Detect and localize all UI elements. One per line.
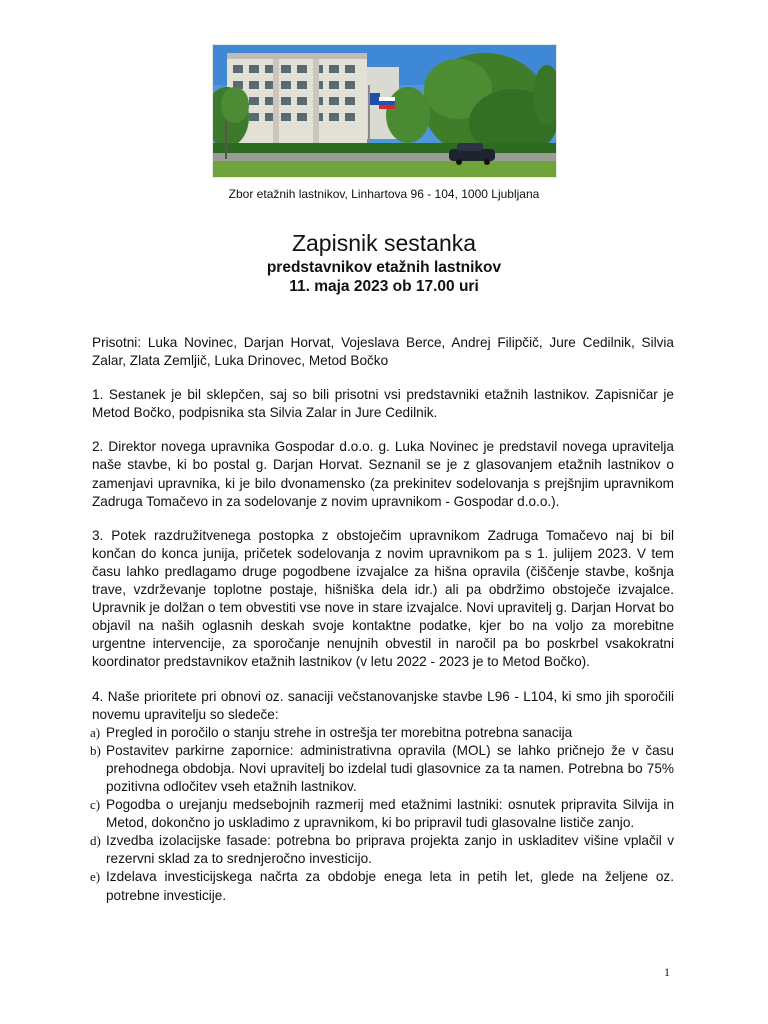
list-marker: a) [90, 724, 101, 740]
header-caption: Zbor etažnih lastnikov, Linhartova 96 - 104, 1000 Ljubljana [228, 187, 540, 201]
document-subtitle: predstavnikov etažnih lastnikov [266, 259, 502, 276]
building-photo-illustration [213, 45, 556, 177]
list-item-text: Izvedba izolacijske fasade: potrebna bo priprava projekta zanjo in uskladitev višine vplačil v rezervni sklad za to srednjeročno investicijo. [106, 833, 674, 867]
agenda-item-4-intro: 4. Naše prioritete pri obnovi oz. sanaciji večstanovanjske stavbe L96 - L104, ki smo jih sporočili novemu upravitelju so sledeče: [92, 688, 674, 722]
minutes-body [92, 334, 674, 905]
list-item-text: Postavitev parkirne zapornice: administrativna opravila (MOL) se lahko pričnejo že v času prehodnega obdobja. Novi upravitelj bo izdelal tudi glasovnice za ta namen. Potrebna bo 75% pozitivna odločitev vseh etažnih lastnikov. [106, 742, 674, 794]
list-item-text: Pregled in poročilo o stanju strehe in ostrešja ter morebitna potrebna sanacija [106, 724, 573, 740]
page-number: 1 [664, 965, 670, 979]
list-item-text: Pogodba o urejanju medsebojnih razmerij med etažnimi lastniki: osnutek pripravita Silvija in Metod, dokončno jo uskladimo z upravnikom, ki bo pripravil tudi glasovalne lističe zanjo. [106, 797, 674, 831]
list-item [92, 832, 674, 868]
agenda-item-2: 2. Direktor novega upravnika Gospodar d.o.o. g. Luka Novinec je predstavil novega upravitelja naše stavbe, ki bo postal g. Darjan Horvat. Seznanil se je z glasovanjem etažnih lastnikov o zamenjavi upravnika, ki je bilo dvonamensko (za prekinitev sodelovanja s prejšnjim upravnikom Zadruga Tomačevo in za sodelovanje z novim upravnikom - Gospodar d.o.o.). [92, 439, 674, 509]
list-item [92, 742, 674, 796]
list-item [92, 796, 674, 832]
priorities-list [92, 724, 674, 905]
meeting-date: 11. maja 2023 ob 17.00 uri [289, 278, 479, 295]
document-title: Zapisnik sestanka [291, 230, 477, 256]
list-marker: c) [90, 797, 101, 813]
list-marker: b) [90, 742, 101, 758]
list-item [92, 868, 674, 904]
agenda-item-3: 3. Potek razdružitvenega postopka z obstoječim upravnikom Zadruga Tomačevo naj bi bil končan do konca junija, pričetek sodelovanja z novim upravnikom pa s 1. julijem 2023. V tem času lahko predlagamo druge pogodbene izvajalce za hišna opravila (čiščenje stavbe, košnja trave, vzdrževanje toplotne postaje, hišniška dela idr.) ali pa obdržimo obstoječe izvajalce. Upravnik je dolžan o tem obvestiti vse nove in stare izvajalce. Novi upravitelj g. Darjan Horvat bo objavil na naših oglasnih deskah svoje kontaktne podatke, kjer bo na voljo za morebitne urgentne intervencije, za sporočanje nenujnih obvestil in naročil pa bo poskrbel vsakokratni koordinator predstavnikov etažnih lastnikov (v letu 2022 - 2023 je to Metod Bočko). [92, 527, 674, 670]
header-photo [212, 44, 557, 178]
list-marker: e) [90, 869, 101, 885]
list-marker: d) [90, 833, 101, 849]
attendees-paragraph: Prisotni: Luka Novinec, Darjan Horvat, Vojeslava Berce, Andrej Filipčič, Jure Cedilnik, Silvia Zalar, Zlata Zemljič, Luka Drinovec, Metod Bočko [92, 335, 674, 369]
list-item-text: Izdelava investicijskega načrta za obdobje enega leta in petih let, glede na željene oz. potrebne investicije. [106, 869, 674, 903]
list-item [92, 724, 674, 742]
agenda-item-1: 1. Sestanek je bil sklepčen, saj so bili prisotni vsi predstavniki etažnih lastnikov. Zapisničar je Metod Bočko, podpisnika sta Silvia Zalar in Jure Cedilnik. [92, 387, 674, 421]
